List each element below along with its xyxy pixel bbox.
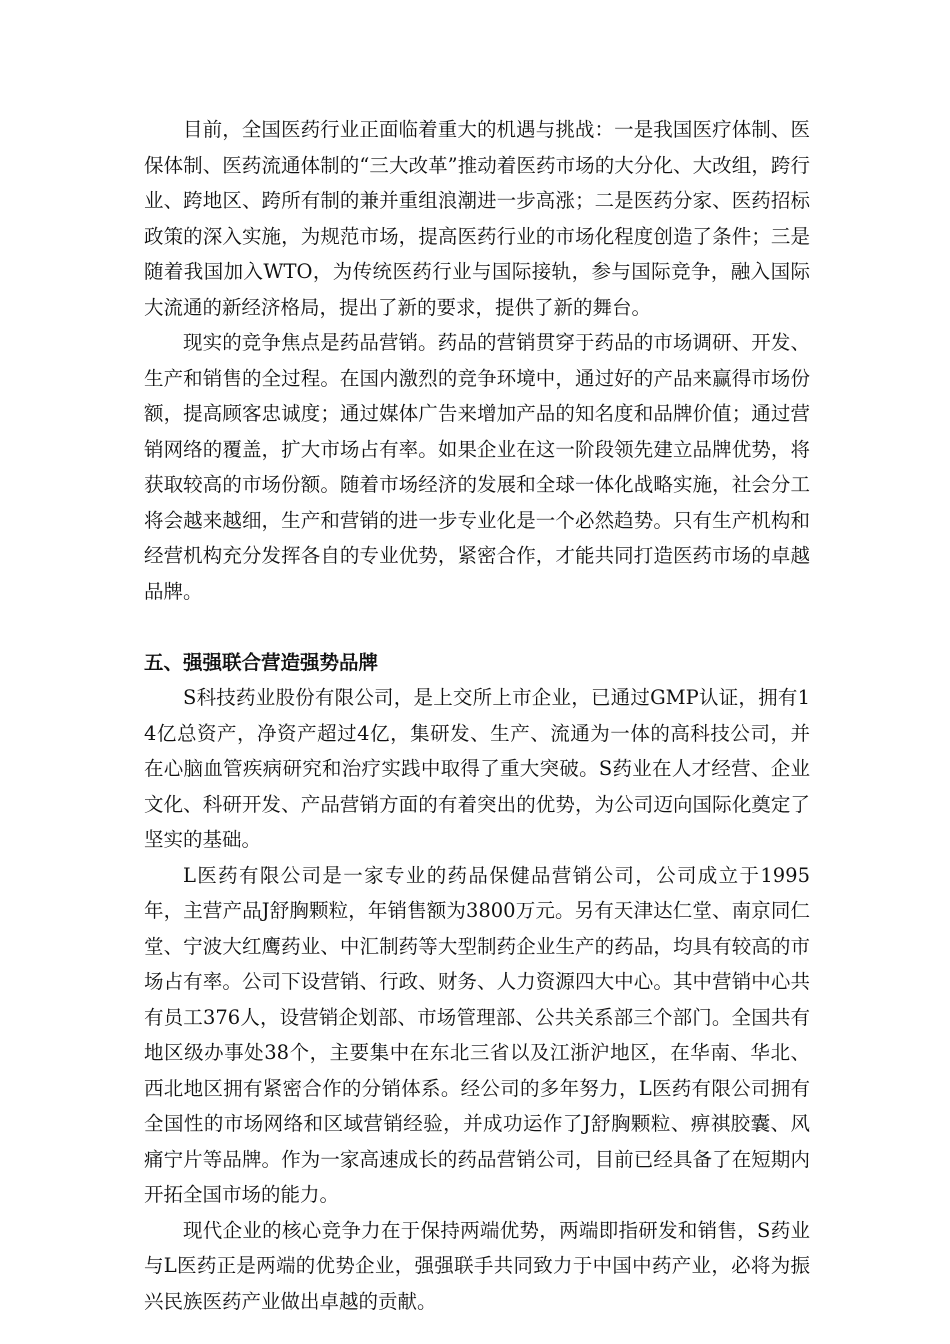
paragraph-core-competitiveness: 现代企业的核心竞争力在于保持两端优势，两端即指研发和销售，S药业与L医药正是两端的优势企业，强强联手共同致力于中国中药产业，必将为振兴民族医药产业做出卓越的贡献。: [144, 1218, 810, 1313]
paragraph-industry-opportunities: 目前，全国医药行业正面临着重大的机遇与挑战：一是我国医疗体制、医保体制、医药流通体制的“三大改革”推动着医药市场的大分化、大改组，跨行业、跨地区、跨所有制的兼并重组浪潮进一步高涨；二是医药分家、医药招标政策的深入实施，为规范市场，提高医药行业的市场化程度创造了条件；三是随着我国加入WTO，为传统医药行业与国际接轨，参与国际竞争，融入国际大流通的新经济格局，提出了新的要求，提供了新的舞台。: [144, 118, 810, 319]
paragraph-l-pharma: L医药有限公司是一家专业的药品保健品营销公司，公司成立于1995年，主营产品J舒胸颗粒，年销售额为3800万元。另有天津达仁堂、南京同仁堂、宁波大红鹰药业、中汇制药等大型制药企业生产的药品，均具有较高的市场占有率。公司下设营销、行政、财务、人力资源四大中心。其中营销中心共有员工376人，设营销企划部、市场管理部、公共关系部三个部门。全国共有地区级办事处38个，主要集中在东北三省以及江浙沪地区，在华南、华北、西北地区拥有紧密合作的分销体系。经公司的多年努力，L医药有限公司拥有全国性的市场网络和区域营销经验，并成功运作了J舒胸颗粒、痹祺胶囊、风痛宁片等品牌。作为一家高速成长的药品营销公司，目前已经具备了在短期内开拓全国市场的能力。: [144, 863, 810, 1206]
paragraph-competition-focus: 现实的竞争焦点是药品营销。药品的营销贯穿于药品的市场调研、开发、生产和销售的全过程。在国内激烈的竞争环境中，通过好的产品来赢得市场份额，提高顾客忠诚度；通过媒体广告来增加产品的知名度和品牌价值；通过营销网络的覆盖，扩大市场占有率。如果企业在这一阶段领先建立品牌优势，将获取较高的市场份额。随着市场经济的发展和全球一体化战略实施，社会分工将会越来越细，生产和营销的进一步专业化是一个必然趋势。只有生产机构和经营机构充分发挥各自的专业优势，紧密合作，才能共同打造医药市场的卓越品牌。: [144, 331, 810, 603]
section-heading-five: 五、强强联合营造强势品牌: [144, 650, 379, 674]
document-body: [144, 112, 810, 1319]
paragraph-s-pharma: S科技药业股份有限公司，是上交所上市企业，已通过GMP认证，拥有14亿总资产，净资产超过4亿，集研发、生产、流通为一体的高科技公司，并在心脑血管疾病研究和治疗实践中取得了重大突破。S药业在人才经营、企业文化、科研开发、产品营销方面的有着突出的优势，为公司迈向国际化奠定了坚实的基础。: [144, 686, 810, 851]
